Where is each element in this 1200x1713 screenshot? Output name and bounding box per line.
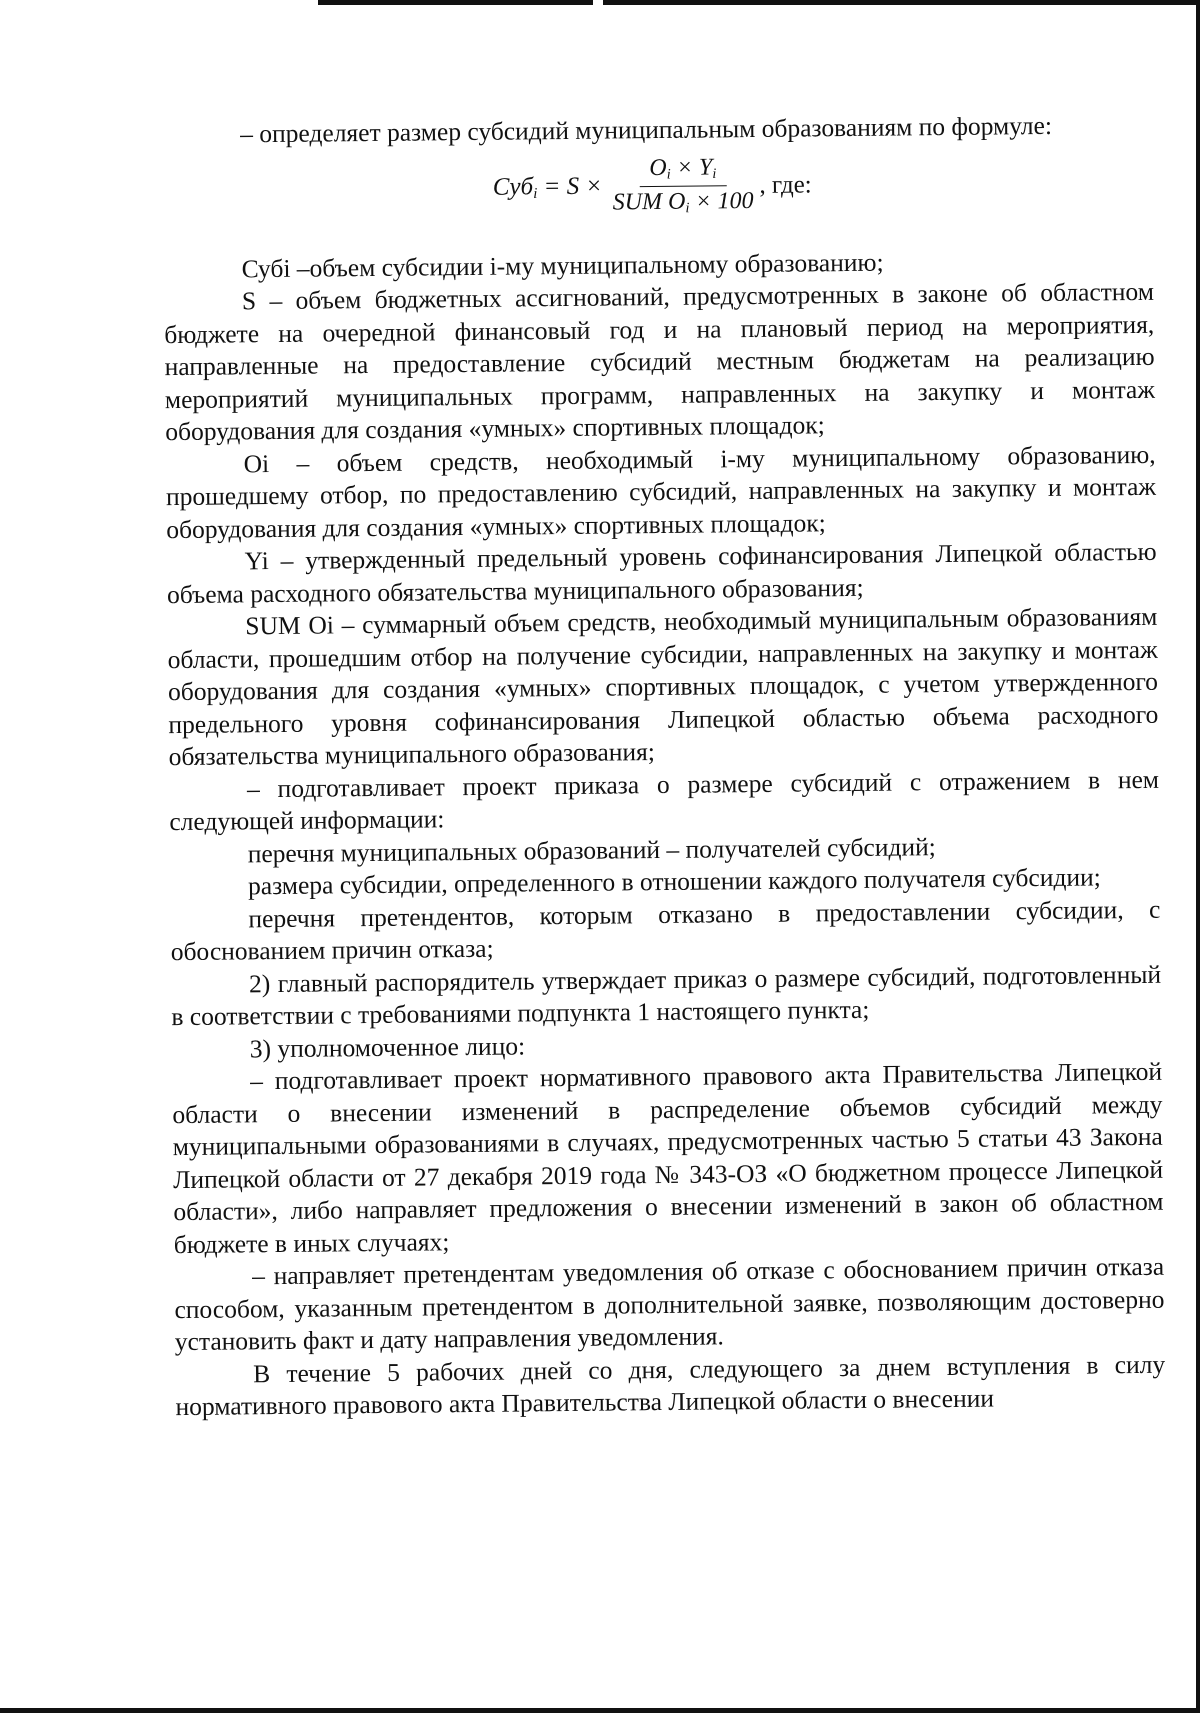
paragraph-s: S – объем бюджетных ассигнований, предусмотренных в законе об областном бюджете на очередной финансовый год и на плановый период на мероприятия, направленные на предоставление субсидий местным бюджетам на реализацию мероприятий муниципальных программ, направленных на закупку и монтаж оборудования для создания «умных» спортивных площадок;: [164, 276, 1156, 447]
scan-top-border-left: [318, 0, 593, 5]
scan-right-edge: [1196, 0, 1200, 1713]
scan-top-border-right: [603, 0, 1200, 5]
paragraph-list-municipalities: перечня муниципальных образований – получателей субсидий;: [247, 831, 936, 868]
formula-fraction: [612, 154, 754, 218]
formula-tail: , где:: [759, 170, 812, 199]
formula-denominator: SUM $O_i \times 100$: [612, 187, 754, 217]
intro-paragraph: – определяет размер субсидий муниципальным образованиям по формуле:: [240, 110, 1053, 149]
document-page: [162, 109, 1166, 1424]
paragraph-notifications: – направляет претендентам уведомления об отказе с обоснованием причин отказа способом, указанным претендентом в дополнительной заявке, позволяющим достоверно установить факт и дату направления уведомления.: [174, 1251, 1165, 1357]
formula-lhs: Суб$_i$ = S ×: [492, 172, 609, 202]
paragraph-sum-o-i: SUM Oi – суммарный объем средств, необходимый муниципальным образованиям области, прошедшим отбор на получение субсидии, направленных на закупку и монтаж оборудования для создания «умных» спортивных площадок, с учетом утвержденного предельного уровня софинансирования Липецкой областью объема расходного обязательства муниципального образования;: [167, 601, 1159, 772]
paragraph-y-i: Yi – утвержденный предельный уровень софинансирования Липецкой областью объема расходного обязательства муниципального образования;: [166, 536, 1157, 609]
formula-numerator: $O_i \times Y_i$: [639, 155, 726, 188]
paragraph-subsidy-amount: размера субсидии, определенного в отношении каждого получателя субсидии;: [247, 862, 1101, 901]
paragraph-item-2: 2) главный распорядитель утверждает приказ о размере субсидий, подготовленный в соответствии с требованиями подпункта 1 настоящего пункта;: [171, 959, 1162, 1032]
subsidy-formula: [492, 149, 1153, 220]
paragraph-prepares-order: – подготавливает проект приказа о размере субсидий с отражением в нем следующей информации:: [169, 764, 1160, 837]
scan-bottom-edge: [0, 1708, 1200, 1713]
paragraph-sub-i: Субi –объем субсидии i-му муниципальному образованию;: [241, 247, 884, 283]
paragraph-draft-act: – подготавливает проект нормативного правового акта Правительства Липецкой области о внесении изменений в распределение объемов субсидий между муниципальными образованиями в случаях, предусмотренных частью 5 статьи 43 Закона Липецкой области от 27 декабря 2019 года № 343-ОЗ «О бюджетном процессе Липецкой области», либо направляет предложения о внесении изменений в закон об областном бюджете в иных случаях;: [172, 1056, 1164, 1259]
paragraph-rejected-applicants: перечня претендентов, которым отказано в предоставлении субсидии, с обоснованием причин отказа;: [170, 894, 1161, 967]
paragraph-item-3: 3) уполномоченное лицо:: [249, 1030, 526, 1063]
paragraph-o-i: Oi – объем средств, необходимый i-му муниципальному образованию, прошедшему отбор, по предоставлению субсидий, направленных на закупку и монтаж оборудования для создания «умных» спортивных площадок;: [165, 439, 1157, 544]
paragraph-within-5-days: В течение 5 рабочих дней со дня, следующего за днем вступления в силу нормативного правового акта Правительства Липецкой области о внесении: [175, 1349, 1166, 1422]
